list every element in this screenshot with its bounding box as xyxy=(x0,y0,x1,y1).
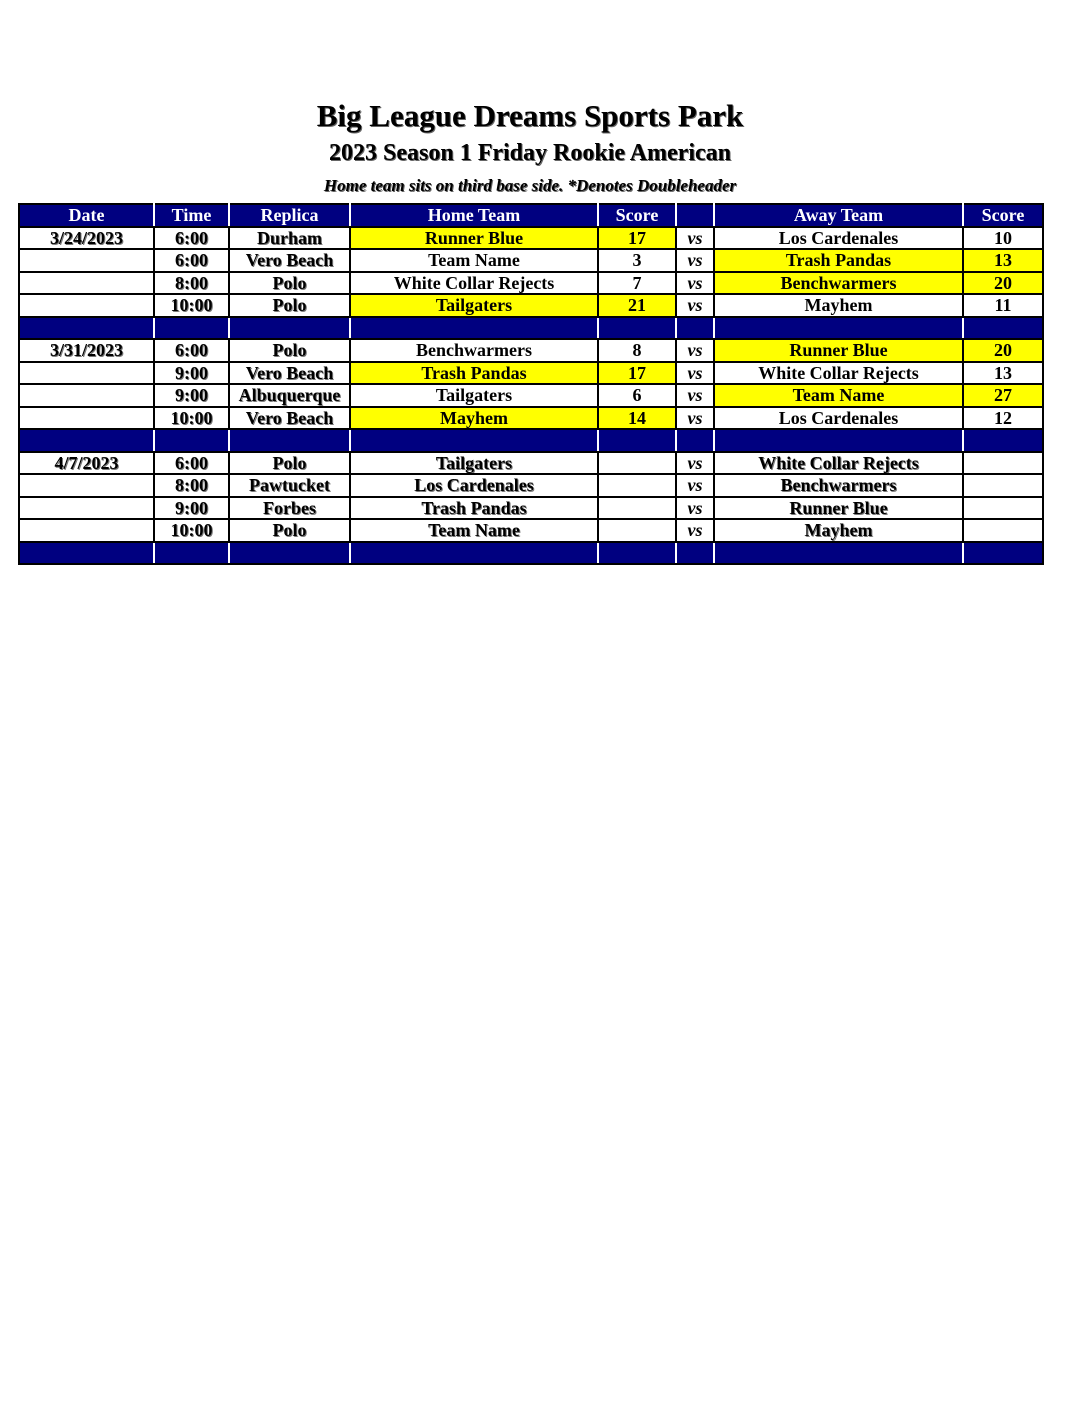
vs-cell: vs xyxy=(676,227,714,250)
column-header-time: Time xyxy=(154,204,229,227)
vs-cell: vs xyxy=(676,249,714,272)
away-score-cell: 20 xyxy=(963,339,1043,362)
away-score-cell: 10 xyxy=(963,227,1043,250)
home-score-cell xyxy=(598,497,676,520)
replica-cell: Forbes xyxy=(229,497,350,520)
away-team-cell: Los Cardenales xyxy=(714,407,963,430)
vs-cell: vs xyxy=(676,339,714,362)
date-cell xyxy=(19,407,154,430)
date-cell xyxy=(19,384,154,407)
game-row xyxy=(19,474,1043,497)
game-row xyxy=(19,227,1043,250)
home-team-cell: Tailgaters xyxy=(350,384,598,407)
spacer-cell xyxy=(154,429,229,452)
game-row xyxy=(19,272,1043,295)
time-cell: 10:00 xyxy=(154,519,229,542)
spacer-cell xyxy=(19,429,154,452)
away-score-cell xyxy=(963,519,1043,542)
time-cell: 8:00 xyxy=(154,272,229,295)
time-cell: 9:00 xyxy=(154,497,229,520)
game-row xyxy=(19,452,1043,475)
date-cell: 4/7/2023 xyxy=(19,452,154,475)
game-row xyxy=(19,497,1043,520)
game-row xyxy=(19,384,1043,407)
date-cell xyxy=(19,474,154,497)
time-cell: 10:00 xyxy=(154,294,229,317)
column-header-date: Date xyxy=(19,204,154,227)
away-team-cell: Runner Blue xyxy=(714,497,963,520)
away-team-cell: Mayhem xyxy=(714,294,963,317)
home-team-cell: Trash Pandas xyxy=(350,497,598,520)
away-score-cell: 11 xyxy=(963,294,1043,317)
column-header-home-team: Home Team xyxy=(350,204,598,227)
date-cell xyxy=(19,249,154,272)
away-score-cell xyxy=(963,452,1043,475)
vs-cell: vs xyxy=(676,497,714,520)
home-score-cell: 6 xyxy=(598,384,676,407)
date-cell xyxy=(19,272,154,295)
away-team-cell: White Collar Rejects xyxy=(714,452,963,475)
spacer-cell xyxy=(350,542,598,565)
time-cell: 6:00 xyxy=(154,452,229,475)
game-row xyxy=(19,294,1043,317)
home-score-cell: 17 xyxy=(598,227,676,250)
home-team-cell: White Collar Rejects xyxy=(350,272,598,295)
away-team-cell: Benchwarmers xyxy=(714,272,963,295)
replica-cell: Pawtucket xyxy=(229,474,350,497)
vs-cell: vs xyxy=(676,272,714,295)
game-row xyxy=(19,339,1043,362)
away-score-cell xyxy=(963,497,1043,520)
home-team-cell: Mayhem xyxy=(350,407,598,430)
column-header-away-score: Score xyxy=(963,204,1043,227)
date-cell: 3/31/2023 xyxy=(19,339,154,362)
spacer-cell xyxy=(229,429,350,452)
replica-cell: Durham xyxy=(229,227,350,250)
away-score-cell: 13 xyxy=(963,249,1043,272)
away-team-cell: Runner Blue xyxy=(714,339,963,362)
replica-cell: Polo xyxy=(229,339,350,362)
replica-cell: Polo xyxy=(229,294,350,317)
home-team-cell: Los Cardenales xyxy=(350,474,598,497)
column-header-home-score: Score xyxy=(598,204,676,227)
replica-cell: Polo xyxy=(229,519,350,542)
time-cell: 8:00 xyxy=(154,474,229,497)
home-team-cell: Tailgaters xyxy=(350,294,598,317)
spacer-cell xyxy=(676,429,714,452)
spacer-cell xyxy=(350,429,598,452)
away-team-cell: White Collar Rejects xyxy=(714,362,963,385)
time-cell: 9:00 xyxy=(154,362,229,385)
time-cell: 9:00 xyxy=(154,384,229,407)
away-score-cell: 13 xyxy=(963,362,1043,385)
home-score-cell xyxy=(598,519,676,542)
spacer-cell xyxy=(963,542,1043,565)
spacer-cell xyxy=(598,429,676,452)
home-score-cell xyxy=(598,474,676,497)
home-team-cell: Team Name xyxy=(350,519,598,542)
away-team-cell: Team Name xyxy=(714,384,963,407)
vs-cell: vs xyxy=(676,362,714,385)
game-row xyxy=(19,249,1043,272)
away-team-cell: Mayhem xyxy=(714,519,963,542)
home-score-cell: 8 xyxy=(598,339,676,362)
replica-cell: Polo xyxy=(229,452,350,475)
home-score-cell: 17 xyxy=(598,362,676,385)
spacer-row xyxy=(19,317,1043,340)
away-score-cell: 27 xyxy=(963,384,1043,407)
replica-cell: Polo xyxy=(229,272,350,295)
away-score-cell: 12 xyxy=(963,407,1043,430)
away-score-cell: 20 xyxy=(963,272,1043,295)
spacer-cell xyxy=(963,429,1043,452)
replica-cell: Vero Beach xyxy=(229,249,350,272)
spacer-cell xyxy=(598,317,676,340)
spacer-row xyxy=(19,429,1043,452)
vs-cell: vs xyxy=(676,519,714,542)
game-row xyxy=(19,519,1043,542)
spacer-cell xyxy=(19,542,154,565)
game-row xyxy=(19,407,1043,430)
schedule-note: Home team sits on third base side. *Denotes Doubleheader xyxy=(323,176,737,195)
replica-cell: Vero Beach xyxy=(229,362,350,385)
replica-cell: Vero Beach xyxy=(229,407,350,430)
home-team-cell: Runner Blue xyxy=(350,227,598,250)
home-score-cell xyxy=(598,452,676,475)
home-team-cell: Trash Pandas xyxy=(350,362,598,385)
spacer-cell xyxy=(676,317,714,340)
time-cell: 6:00 xyxy=(154,339,229,362)
home-team-cell: Team Name xyxy=(350,249,598,272)
away-team-cell: Trash Pandas xyxy=(714,249,963,272)
spacer-cell xyxy=(229,542,350,565)
spacer-cell xyxy=(154,317,229,340)
vs-cell: vs xyxy=(676,474,714,497)
date-cell xyxy=(19,519,154,542)
spacer-cell xyxy=(676,542,714,565)
home-team-cell: Benchwarmers xyxy=(350,339,598,362)
column-header-replica: Replica xyxy=(229,204,350,227)
spacer-cell xyxy=(714,317,963,340)
page-subtitle: 2023 Season 1 Friday Rookie American xyxy=(329,140,731,166)
vs-cell: vs xyxy=(676,407,714,430)
column-header-away-team: Away Team xyxy=(714,204,963,227)
spacer-cell xyxy=(350,317,598,340)
home-score-cell: 3 xyxy=(598,249,676,272)
date-cell xyxy=(19,362,154,385)
spacer-cell xyxy=(963,317,1043,340)
time-cell: 6:00 xyxy=(154,227,229,250)
vs-cell: vs xyxy=(676,384,714,407)
schedule-body xyxy=(19,227,1043,565)
home-team-cell: Tailgaters xyxy=(350,452,598,475)
spacer-cell xyxy=(19,317,154,340)
page-title: Big League Dreams Sports Park xyxy=(316,98,744,133)
game-row xyxy=(19,362,1043,385)
spacer-cell xyxy=(714,542,963,565)
home-score-cell: 21 xyxy=(598,294,676,317)
spacer-cell xyxy=(714,429,963,452)
away-team-cell: Los Cardenales xyxy=(714,227,963,250)
vs-cell: vs xyxy=(676,452,714,475)
date-cell: 3/24/2023 xyxy=(19,227,154,250)
spacer-cell xyxy=(229,317,350,340)
date-cell xyxy=(19,497,154,520)
spacer-cell xyxy=(598,542,676,565)
date-cell xyxy=(19,294,154,317)
away-score-cell xyxy=(963,474,1043,497)
away-team-cell: Benchwarmers xyxy=(714,474,963,497)
time-cell: 6:00 xyxy=(154,249,229,272)
schedule-table xyxy=(18,203,1044,565)
replica-cell: Albuquerque xyxy=(229,384,350,407)
header-row xyxy=(19,204,1043,227)
spacer-row xyxy=(19,542,1043,565)
home-score-cell: 14 xyxy=(598,407,676,430)
home-score-cell: 7 xyxy=(598,272,676,295)
vs-cell: vs xyxy=(676,294,714,317)
column-header-vs xyxy=(676,204,714,227)
time-cell: 10:00 xyxy=(154,407,229,430)
spacer-cell xyxy=(154,542,229,565)
